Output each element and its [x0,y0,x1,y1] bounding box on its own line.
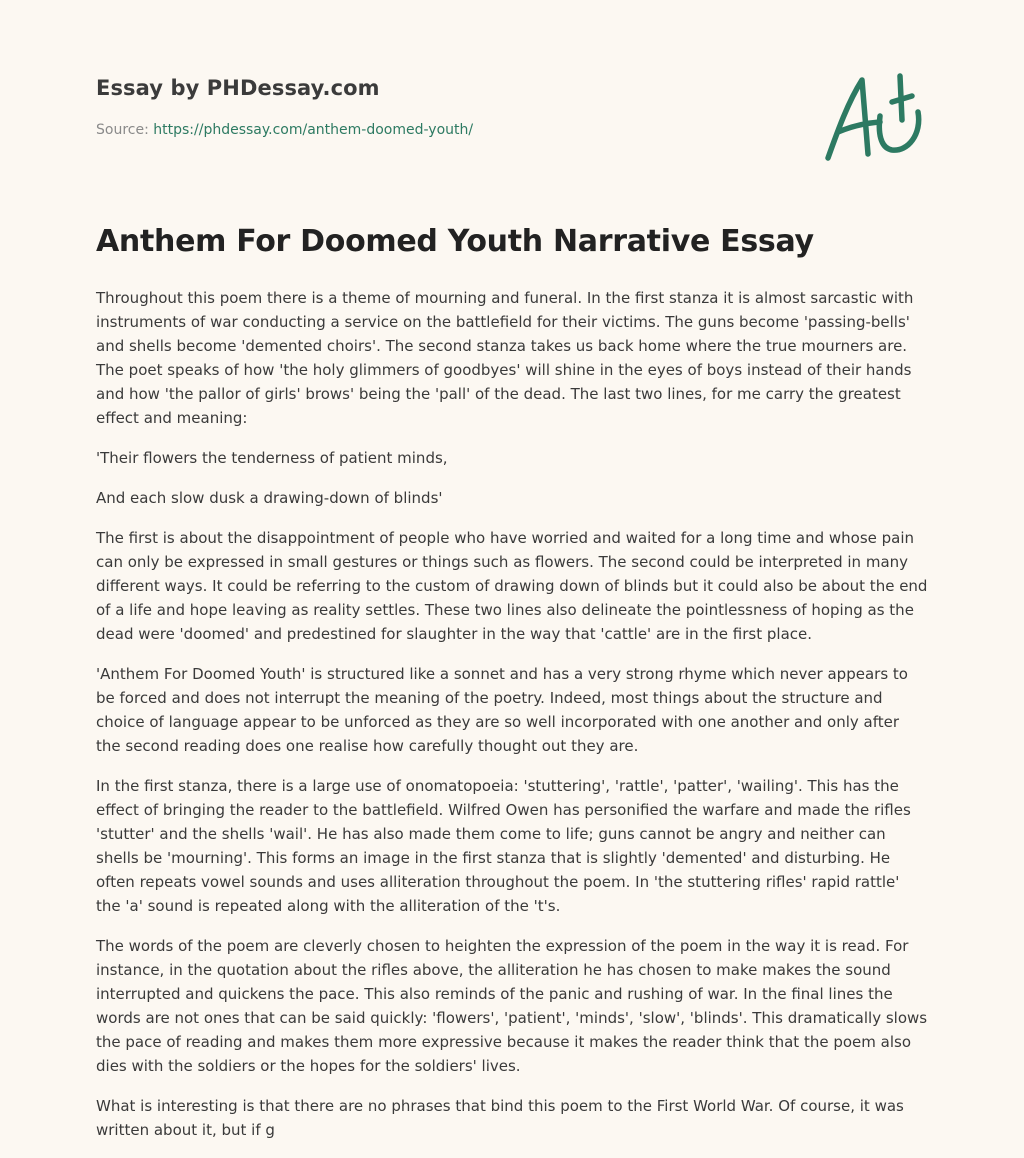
a-plus-logo-icon [822,68,926,164]
source-label: Source: [96,122,149,138]
paragraph: 'Anthem For Doomed Youth' is structured like a sonnet and has a very strong rhyme which never appears to be forced and does not interrupt the meaning of the poetry. Indeed, most things about the structure and choice of language appear to be unforced as they are so well incorporated with one another and only after the second reading does one realise how carefully thought out they are. [96,665,908,755]
paragraph: In the first stanza, there is a large use of onomatopoeia: 'stuttering', 'rattle', 'patter', 'wailing'. This has the effect of bringing the reader to the battlefield. Wilfred Owen has personified the warfare and made the rifles 'stutter' and the shells 'wail'. He has also made them come to life; guns cannot be angry and neither can shells be 'mourning'. This forms an image in the first stanza that is slightly 'demented' and disturbing. He often repeats vowel sounds and uses alliteration throughout the poem. In 'the stuttering rifles' rapid rattle' the 'a' sound is repeated along with the alliteration of the 't's. [96,777,911,915]
site-brand: Essay by PHDessay.com [96,76,380,100]
essay-title: Anthem For Doomed Youth Narrative Essay [96,224,814,259]
paragraph: And each slow dusk a drawing-down of blinds' [96,489,443,507]
page-header [96,76,473,138]
paragraph: 'Their flowers the tenderness of patient minds, [96,449,448,467]
paragraph: The first is about the disappointment of people who have worried and waited for a long time and whose pain can only be expressed in small gestures or things such as flowers. The second could be interpreted in many different ways. It could be referring to the custom of drawing down of blinds but it could also be about the end of a life and hope leaving as reality settles. These two lines also delineate the pointlessness of hoping as the dead were 'doomed' and predestined for slaughter in the way that 'cattle' are in the first place. [96,529,928,643]
paragraph: The words of the poem are cleverly chosen to heighten the expression of the poem in the way it is read. For instance, in the quotation about the rifles above, the alliteration he has chosen to make makes the sound interrupted and quickens the pace. This also reminds of the panic and rushing of war. In the final lines the words are not ones that can be said quickly: 'flowers', 'patient', 'minds', 'slow', 'blinds'. This dramatically slows the pace of reading and makes them more expressive because it makes the reader think that the poem also dies with the soldiers or the hopes for the soldiers' lives. [96,937,928,1075]
paragraph: Throughout this poem there is a theme of mourning and funeral. In the first stanza it is almost sarcastic with instruments of war conducting a service on the battlefield for their victims. The guns become 'passing-bells' and shells become 'demented choirs'. The second stanza takes us back home where the true mourners are. The poet speaks of how 'the holy glimmers of goodbyes' will shine in the eyes of boys instead of their hands and how 'the pallor of girls' brows' being the 'pall' of the dead. The last two lines, for me carry the greatest effect and meaning: [96,289,914,427]
paragraph: What is interesting is that there are no phrases that bind this poem to the First World War. Of course, it was written about it, but if g [96,1097,904,1139]
source-link[interactable]: https://phdessay.com/anthem-doomed-youth/ [153,122,474,138]
source-line [96,122,473,138]
essay-body [96,286,928,1158]
